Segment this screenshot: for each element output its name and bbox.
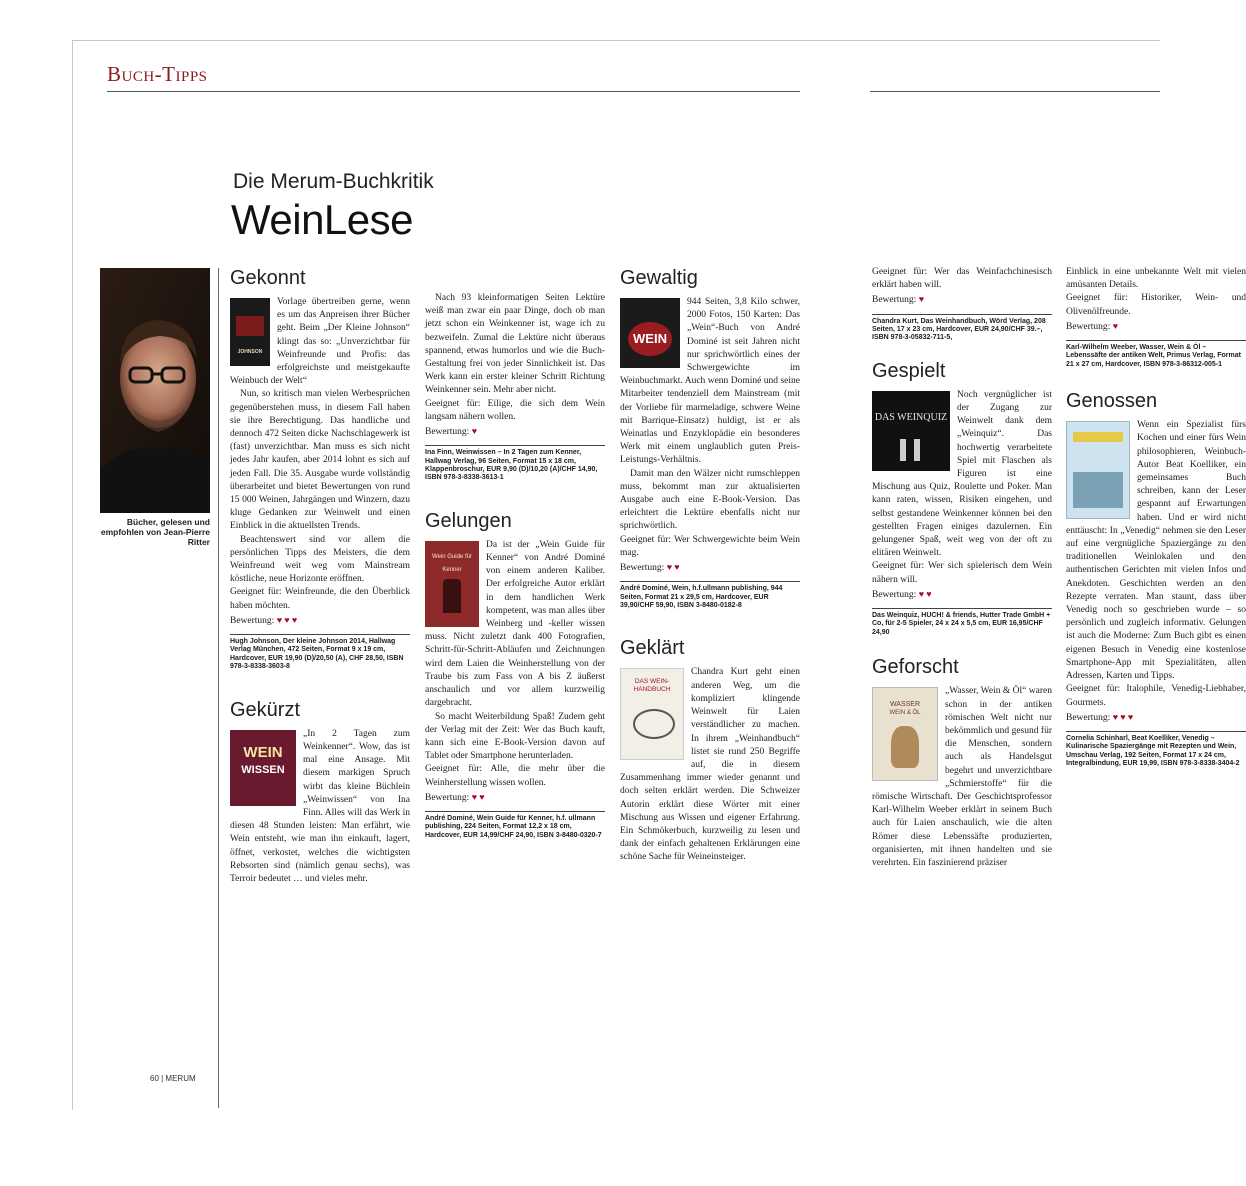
rating bbox=[872, 588, 1052, 602]
rating-label: Bewertung: bbox=[872, 589, 917, 600]
page-border-left bbox=[72, 40, 73, 1110]
book-cover-art bbox=[1073, 432, 1123, 442]
rating bbox=[425, 791, 605, 805]
column-1 bbox=[230, 266, 410, 886]
review-suited: Geeignet für: Italophile, Venedig-Liebhaber, Gourmets. bbox=[1066, 684, 1246, 708]
book-cover-wein-guide bbox=[425, 541, 479, 627]
article-headline: WeinLese bbox=[231, 196, 414, 243]
rating-label: Bewertung: bbox=[620, 563, 665, 574]
review-title-gespielt: Gespielt bbox=[872, 359, 946, 382]
review-suited: Geeignet für: Wer Schwergewichte beim Wein mag. bbox=[620, 534, 800, 558]
review-text: Vorlage übertreiben gerne, wenn es um das Anpreisen ihrer Bücher geht. Beim „Der Kleine Johnson“ klingt das so: „Unverzichtbar für Weinfreunde und Profis: das erfolgreichste und meistgekaufte Weinbuch der Welt“ bbox=[230, 297, 410, 387]
review-text: Damit man den Wälzer nicht rumschleppen muss, bekommt man zur aktualisierten Ausgabe auch eine E-Book-Version. Das erleichtert die Lektüre ebenfalls nicht nur sprichwörtlich. bbox=[620, 468, 800, 532]
book-cover-label: DAS WEIN- bbox=[634, 678, 670, 686]
review-text: Beachtenswert sind vor allem die persönlichen Tipps des Meisters, die dem Weinfreund weit weg vom Mainstream köstliche, neue Horizonte eröffnen. bbox=[230, 534, 410, 585]
book-details: Hugh Johnson, Der kleine Johnson 2014, Hallwag Verlag München, 472 Seiten, Format 9 x 19 cm, Hardcover, EUR 19,90 (D)/20,50 (A), CHF 28,50, ISBN 978-3-8338-3603-8 bbox=[230, 634, 410, 672]
book-details: André Dominé, Wein, h.f.ullmann publishing, 944 Seiten, Format 21 x 29,5 cm, Hardcover, EUR 39,90/CHF 59,90, ISBN 3-8480-0182-8 bbox=[620, 581, 800, 610]
book-cover-art bbox=[1073, 472, 1123, 508]
book-cover-label: WEIN & ÖL bbox=[889, 710, 921, 717]
book-details: Chandra Kurt, Das Weinhandbuch, Wörd Verlag, 208 Seiten, 17 x 23 cm, Hardcover, EUR 24,90/CHF 39.–, ISBN 978-3-05832-711-5, bbox=[872, 314, 1052, 343]
book-cover-label: Wein Guide für Kenner bbox=[432, 553, 472, 574]
rating-label: Bewertung: bbox=[425, 792, 470, 803]
author-photo bbox=[100, 268, 210, 513]
book-cover-label: JOHNSON bbox=[237, 349, 263, 355]
book-cover-weinwissen bbox=[230, 730, 296, 806]
review-title-gelungen: Gelungen bbox=[425, 509, 512, 532]
book-cover-wasser-wein-oel bbox=[872, 687, 938, 781]
header-rule-right bbox=[870, 91, 1160, 92]
rating bbox=[230, 614, 410, 628]
rating-label: Bewertung: bbox=[425, 427, 470, 438]
book-details: Ina Finn, Weinwissen – In 2 Tagen zum Kenner, Hallwag Verlag, 96 Seiten, Format 15 x 18 cm, Klappenbroschur, EUR 9,90 (D)/10,20 (A)/CHF 14,90, ISBN 978-3-8338-3613-1 bbox=[425, 445, 605, 483]
heart-icon: ♥ ♥ ♥ bbox=[276, 614, 298, 625]
right-column-1 bbox=[872, 266, 1052, 870]
book-details: Das Weinquiz, HUCH! & friends, Hutter Trade GmbH + Co, für 2-5 Spieler, 24 x 24 x 5,5 cm, EUR 16,95/CHF 24,90 bbox=[872, 608, 1052, 637]
review-text: So macht Weiterbildung Spaß! Zudem geht der Verlag mit der Zeit: Wer das Buch kauft, kann sich eine E-Book-Version davon auf Tablet oder Smartphone herunterladen. bbox=[425, 711, 605, 762]
book-cover-wein bbox=[620, 298, 680, 368]
book-cover-johnson bbox=[230, 298, 270, 366]
review-text: 944 Seiten, 3,8 Kilo schwer, 2000 Fotos, 150 Karten: Das „Wein“-Buch von André Dominé ist seit Jahren nicht nur sprichwörtlich eines der Schwergewichte im Weinbuchmarkt. Auch wenn Dominé und seine Mitarbeiter tendenziell dem Mainstream (mit der Vorliebe für marmeladige, schwere Weine mit Barrique-Einsatz) huldigt, ist er als Weinatlas und Enzyklopädie ein besonderes Werk mit einem unglaublich guten Preis-Leistungs-Verhältnis. bbox=[620, 297, 800, 466]
rating bbox=[1066, 711, 1246, 725]
amphora-icon bbox=[891, 726, 919, 768]
book-cover-label: WASSER bbox=[889, 701, 921, 709]
review-text: „In 2 Tagen zum Weinkenner“. Wow, das ist mal eine Ansage. Mit diesem markigen Spruch wirbt das kleine Büchlein „Weinwissen“ von Ina Finn. Alles will das Werk in diesen 48 Stunden leisten: Man erfährt, wie Wein entsteht, wie man ihn einkauft, lagert, öffnet, verkostet, welches die wichtigsten Rebsorten sind (nämlich genau sechs), was Terroir bedeutet … und vieles mehr. bbox=[230, 728, 410, 884]
glasses-icon bbox=[633, 709, 675, 739]
book-details: André Dominé, Wein Guide für Kenner, h.f. ullmann publishing, 224 Seiten, Format 12,2 x 18 cm, Hardcover, EUR 14,99/CHF 24,90, ISBN 3-8480-0320-7 bbox=[425, 811, 605, 840]
book-cover-art bbox=[236, 316, 264, 336]
review-suited: Geeignet für: Wer sich spielerisch dem Wein nähern will. bbox=[872, 561, 1052, 585]
heart-icon: ♥ bbox=[918, 294, 925, 305]
book-cover-label: WEIN bbox=[633, 331, 667, 346]
heart-icon: ♥ ♥ bbox=[666, 562, 680, 573]
review-suited: Geeignet für: Eilige, die sich dem Wein langsam nähern wollen. bbox=[425, 398, 605, 422]
review-title-geklaert: Geklärt bbox=[620, 637, 685, 660]
column-3 bbox=[620, 266, 800, 865]
review-title-gekonnt: Gekonnt bbox=[230, 267, 306, 289]
bottle-icon bbox=[900, 439, 906, 461]
section-title: Buch-Tipps bbox=[107, 62, 208, 86]
right-column-2 bbox=[1066, 266, 1246, 769]
column-divider bbox=[218, 268, 219, 1108]
rating-label: Bewertung: bbox=[872, 295, 917, 306]
rating bbox=[1066, 320, 1246, 334]
heart-icon: ♥ ♥ bbox=[471, 791, 485, 802]
review-text: Da ist der „Wein Guide für Kenner“ von André Dominé von einem anderen Kaliber. Der erfolgreiche Autor erklärt in dem handlichen Werk kompetent, was man alles über Weinberg und -keller wissen muss. Nicht zuletzt dank 400 Fotografien, Schritt-für-Schritt-Abläufen und Zeichnungen wird dem Laien die Weinherstellung von der Traube bis zum Fass von A bis Z äußerst anschaulich und vor allem kurzweilig dargebracht. bbox=[425, 539, 605, 709]
game-box-weinquiz bbox=[872, 391, 950, 471]
page-folio: 60 | MERUM bbox=[150, 1074, 196, 1083]
rating-label: Bewertung: bbox=[1066, 321, 1111, 332]
rating bbox=[425, 425, 605, 439]
rating bbox=[872, 293, 1052, 307]
header-rule-left bbox=[107, 91, 800, 92]
bottle-icon bbox=[914, 439, 920, 461]
book-cover-label: HANDBUCH bbox=[633, 686, 671, 694]
book-cover-label: WEIN bbox=[243, 743, 283, 761]
column-2 bbox=[425, 292, 605, 840]
review-text: Nach 93 kleinformatigen Seiten Lektüre weiß man zwar ein paar Dinge, doch ob man jetzt schon ein Weinkenner ist, wage ich zu bezweifeln. Zumal die Lektüre nicht überaus spannend, etwas humorlos und wie die Buch-Gestaltung frei von jeder Sinnlichkeit ist. Das Werk kann ein erster kleiner Schritt Richtung Weinkenner sein. Mehr aber nicht. bbox=[425, 293, 605, 396]
book-cover-label: WISSEN bbox=[241, 763, 285, 776]
review-title-genossen: Genossen bbox=[1066, 390, 1158, 413]
review-text: Wenn ein Spezialist fürs Kochen und einer fürs Wein philosophieren, Weinbuch-Autor Beat Koelliker, ein gemeinsames Buch schreiben, kann der Leser gespannt auf Erwartungen haben. Und er wird nicht enttäuscht: In „Venedig“ nehmen sie den Leser auf eine vergnügliche Spaziergänge zu den traditionellen Weinlokalen und den authentischen Gerichten mit vielen Infos und Anekdoten. Geschichten werden an den Rezepte verraten. Man staunt, dass über Venedig noch so geschrieben wurde – so persönlich und zugleich informativ. Gelungen ist auch die Moderne: Zum Buch gibt es einen eigenen Besuch in Venedig eine kostenlose Smartphone-App mit Spezialitäten, allen Adressen, Karten und Tipps. bbox=[1066, 420, 1246, 682]
review-text: „Wasser, Wein & Öl“ waren schon in der antiken römischen Welt nicht nur bekömmlich und gesund für die Menschen, sondern auch als Handelsgut begehrt und unverzichtbare „Schmierstoffe“ für die römische Wirtschaft. Der Geschichtsprofessor Karl-Wilhelm Weeber erklärt in seinem Buch auch für Laien anschaulich, wie die alten Römer diese Lebenssäfte produzierten, organisierten, mit ihnen handelten und sie verehrten. Ein faszinierend präziser bbox=[872, 686, 1052, 868]
photo-caption: Bücher, gelesen und empfohlen von Jean-Pierre Ritter bbox=[100, 517, 210, 547]
book-details: Karl-Wilhelm Weeber, Wasser, Wein & Öl – Lebenssäfte der antiken Welt, Primus Verlag, Format 21 x 27 cm, Hardcover, ISBN 978-3-86312-005-1 bbox=[1066, 340, 1246, 369]
review-suited: Geeignet für: Weinfreunde, die den Überblick haben möchten. bbox=[230, 587, 410, 611]
review-suited: Geeignet für: Historiker, Wein- und Olivenölfreunde. bbox=[1066, 293, 1246, 317]
book-cover-label: DAS WEINQUIZ bbox=[874, 411, 948, 423]
review-suited: Geeignet für: Alle, die mehr über die Weinherstellung wissen wollen. bbox=[425, 764, 605, 788]
book-cover-venedig bbox=[1066, 421, 1130, 519]
heart-icon: ♥ bbox=[471, 426, 478, 437]
review-text: Einblick in eine unbekannte Welt mit vielen amüsanten Details. bbox=[1066, 267, 1246, 291]
page-border-top bbox=[72, 40, 1160, 41]
rating-label: Bewertung: bbox=[230, 615, 275, 626]
rating-label: Bewertung: bbox=[1066, 712, 1111, 723]
heart-icon: ♥ bbox=[1112, 320, 1119, 331]
heart-icon: ♥ ♥ bbox=[918, 588, 932, 599]
rating bbox=[620, 561, 800, 575]
article-kicker: Die Merum-Buchkritik bbox=[233, 170, 434, 193]
book-details: Cornelia Schinharl, Beat Koelliker, Venedig – Kulinarische Spaziergänge mit Rezepten und Wein, Umschau Verlag, 192 Seiten, Format 17 x 24 cm, Integralbindung, EUR 19,99, ISBN 978-3-8338-3404-2 bbox=[1066, 731, 1246, 769]
review-text: Noch vergnüglicher ist der Zugang zur Weinwelt dank dem „Weinquiz“. Das hochwertig verarbeitete Spiel mit Flaschen als Figuren ist eine Mischung aus Quiz, Roulette und Poker. Man kann raten, wissen, Risiken eingehen, und selbst gestandene Weinkenner können bei den gestellten Fragen einiges dazulernen. Ein gelungener Spaß, weit weg von der oft zu elitären Weinwelt. bbox=[872, 389, 1052, 559]
review-title-gewaltig: Gewaltig bbox=[620, 267, 698, 289]
review-suited: Geeignet für: Wer das Weinfachchinesisch erklärt haben will. bbox=[872, 267, 1052, 291]
book-cover-weinhandbuch bbox=[620, 668, 684, 760]
heart-icon: ♥ ♥ ♥ bbox=[1112, 711, 1134, 722]
review-text: Nun, so kritisch man vielen Werbesprüchen gegenüberstehen muss, in diesem Fall haben sie ihre Berechtigung. Das handliche und dennoch 472 Seiten dicke Nachschlagewerk ist (fast) unverzichtbar. Man muss es sich nicht jedes Jahr kaufen, aber 2014 lohnt es sich auf jeden Fall. Die 35. Ausgabe wurde vollständig überarbeitet und bietet Bewertungen von rund 15 000 Weinen, Jahrgängen und Winzern, dazu kluge Gedanken zur Weinwelt und einen Einblick in die aktuellsten Trends. bbox=[230, 389, 410, 532]
review-title-gekuerzt: Gekürzt bbox=[230, 698, 301, 721]
review-text: Chandra Kurt geht einen anderen Weg, um die kompliziert klingende Weinwelt für Laien verständlicher zu machen. In ihrem „Weinhandbuch“ listet sie rund 250 Begriffe auf, die in diesem Zusammenhang immer wieder genannt und doch selten erklärt werden. Die Schweizer Autorin erklärt diese Wörter mit einer Mischung aus Wissen und eigener Erfahrung. Ein Schmökerbuch, kurzweilig zu lesen und dank der einfach gehaltenen Erklärungen eine schöne Sache für Weineinsteiger. bbox=[620, 667, 800, 863]
bottle-icon bbox=[443, 579, 461, 613]
review-title-geforscht: Geforscht bbox=[872, 656, 959, 679]
